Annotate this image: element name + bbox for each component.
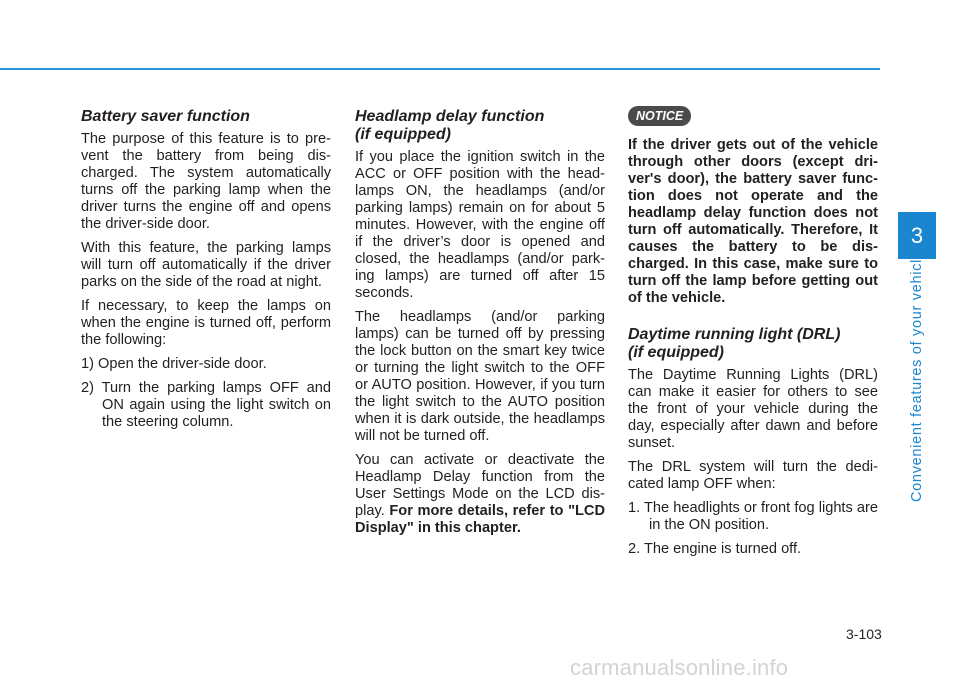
paragraph-text: You can activate or deactivate the Headlamp Delay function from the User Settings Mode on the LCD dis-play. (355, 452, 605, 519)
chapter-title: Convenient features of your vehicle (909, 250, 925, 502)
list-item: 1. The headlights or front fog lights are in the ON position. (628, 500, 878, 533)
list-item: 2) Turn the parking lamps OFF and ON again using the light switch on the steering column. (81, 380, 331, 430)
heading-line: (if equipped) (628, 344, 724, 361)
heading-line: Daytime running light (DRL) (628, 326, 841, 343)
chapter-tab: 3 (898, 212, 936, 259)
notice-text: If the driver gets out of the vehicle through other doors (except dri-ver's door), the battery saver func-tion does not operate and the headlamp delay function does not turn off automatically. Therefore, It causes the battery to be dis-charged. In this case, make sure to turn off the lamp before getting out of the vehicle. (628, 137, 878, 306)
paragraph: The purpose of this feature is to pre-vent the battery from being dis-charged. The system automatically turns off the parking lamp when the driver turns the engine off and opens the driver-side door. (81, 131, 331, 232)
heading-line: Headlamp delay function (355, 108, 545, 125)
paragraph: The Daytime Running Lights (DRL) can make it easier for others to see the front of your vehicle during the day, especially after dawn and before sunset. (628, 367, 878, 451)
paragraph: If you place the ignition switch in the ACC or OFF position with the head-lamps ON, the headlamps (and/or parking lamps) remain on for about 5 minutes. However, with the engine off if the driver’s door is opened and closed, the headlamps (and/or park-ing lamps) are turned off after 15 seconds. (355, 149, 605, 301)
notice-badge: NOTICE (628, 106, 691, 126)
column-battery-saver (81, 108, 331, 438)
section-heading-drl (628, 326, 878, 362)
column-notice-drl (628, 108, 878, 565)
paragraph: The DRL system will turn the dedi-cated lamp OFF when: (628, 459, 878, 492)
paragraph: If necessary, to keep the lamps on when the engine is turned off, perform the following: (81, 298, 331, 348)
header-rule (0, 68, 880, 70)
section-heading-battery-saver: Battery saver function (81, 108, 250, 125)
heading-line: (if equipped) (355, 126, 451, 143)
paragraph: The headlamps (and/or parking lamps) can be turned off by pressing the lock button on the smart key twice or turning the light switch to the OFF or AUTO position. However, if you turn the light switch to the AUTO position when it is dark outside, the headlamps will not be turned off. (355, 309, 605, 444)
column-headlamp-delay (355, 108, 605, 544)
paragraph (355, 452, 605, 537)
list-item: 2. The engine is turned off. (628, 541, 802, 557)
watermark: carmanualsonline.info (570, 655, 789, 680)
page-number: 3-103 (846, 626, 882, 642)
cross-reference: For more details, refer to "LCD Display" in this chapter. (355, 503, 605, 536)
paragraph: With this feature, the parking lamps will turn off automatically if the driver parks on the side of the road at night. (81, 240, 331, 290)
section-heading-headlamp-delay (355, 108, 605, 144)
list-item: 1) Open the driver-side door. (81, 356, 267, 372)
